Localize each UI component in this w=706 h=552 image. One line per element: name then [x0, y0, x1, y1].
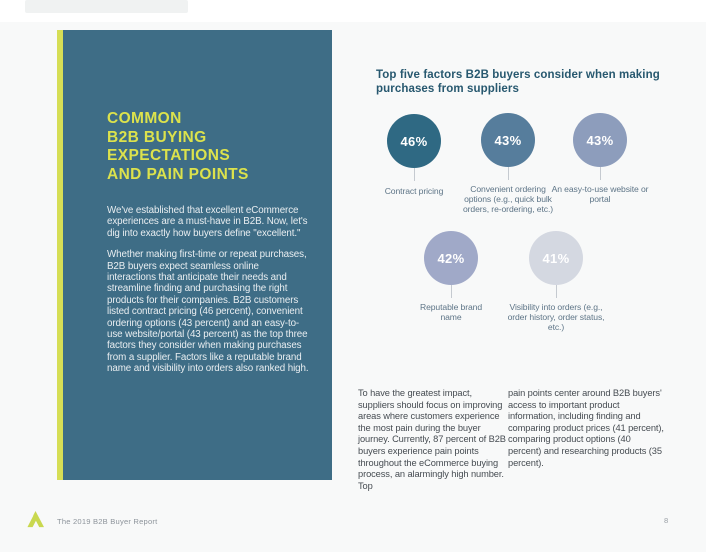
stat-connector-line: [600, 167, 601, 180]
sidebar-panel: [63, 30, 332, 480]
stat-value: 41%: [542, 250, 570, 266]
stat-circle: [387, 114, 441, 168]
stat-label: Contract pricing: [384, 186, 444, 196]
stat-value: 43%: [494, 132, 522, 148]
stat-connector-line: [451, 285, 452, 298]
sidebar-paragraph-2: Whether making first-time or repeat purchases, B2B buyers expect seamless online interactions that anticipate their needs and streamline finding and purchasing the right products for their companies. B2B customers listed contract pricing (46 percent), convenient ordering options (43 percent) and an easy-to-use website/portal (43 percent) as the top three factors they consider when making purchases from a supplier. Factors like a reputable brand name and visibility into orders also ranked high.: [107, 249, 309, 375]
stat-value: 43%: [586, 132, 614, 148]
stat-label: Reputable brand name: [419, 302, 483, 322]
page-title: [107, 110, 310, 184]
sidebar-paragraph-1: We've established that excellent eCommerce experiences are a must-have in B2B. Now, let's dig into exactly how buyers define "excellent.": [107, 205, 308, 239]
screen-edge-remnant: [25, 0, 188, 13]
page-title-line: EXPECTATIONS: [107, 147, 231, 164]
stat-value: 46%: [400, 133, 428, 149]
body-column-right: pain points center around B2B buyers' access to important product information, including finding and comparing product prices (41 percent), comparing product options (40 percent) and researching products (35 percent).: [508, 388, 664, 468]
chart-heading: Top five factors B2B buyers consider when making purchases from suppliers: [376, 69, 660, 95]
page-title-line: B2B BUYING: [107, 128, 207, 146]
stat-connector-line: [556, 285, 557, 298]
top-strip: [0, 0, 706, 22]
stat-bubble-easy-website: [540, 113, 660, 207]
page-title-line: COMMON: [107, 110, 182, 127]
stat-label: Visibility into orders (e.g., order history, order status, etc.): [507, 302, 605, 332]
stat-connector-line: [414, 168, 415, 181]
page-number: 8: [664, 516, 669, 525]
stat-bubble-order-visibility: [496, 231, 616, 335]
report-logo-icon: [26, 511, 45, 528]
stat-circle: [424, 231, 478, 285]
stat-label: An easy-to-use website or portal: [551, 184, 649, 204]
stat-value: 42%: [437, 250, 465, 266]
stat-circle: [573, 113, 627, 167]
footer-report-title: The 2019 B2B Buyer Report: [57, 517, 158, 526]
stat-bubble-reputable-brand: [391, 231, 511, 325]
page-title-line: AND PAIN POINTS: [107, 165, 249, 183]
stat-circle: [481, 113, 535, 167]
stat-connector-line: [508, 167, 509, 180]
stat-label: Convenient ordering options (e.g., quick bulk orders, re-ordering, etc.): [462, 184, 554, 214]
page-canvas: [0, 22, 706, 552]
stat-circle: [529, 231, 583, 285]
body-column-left: To have the greatest impact, suppliers should focus on improving areas where customers experience the most pain during the buyer journey. Currently, 87 percent of B2B buyers experience pain points throughout the eCommerce buying process, an alarmingly high number. Top: [358, 388, 506, 491]
